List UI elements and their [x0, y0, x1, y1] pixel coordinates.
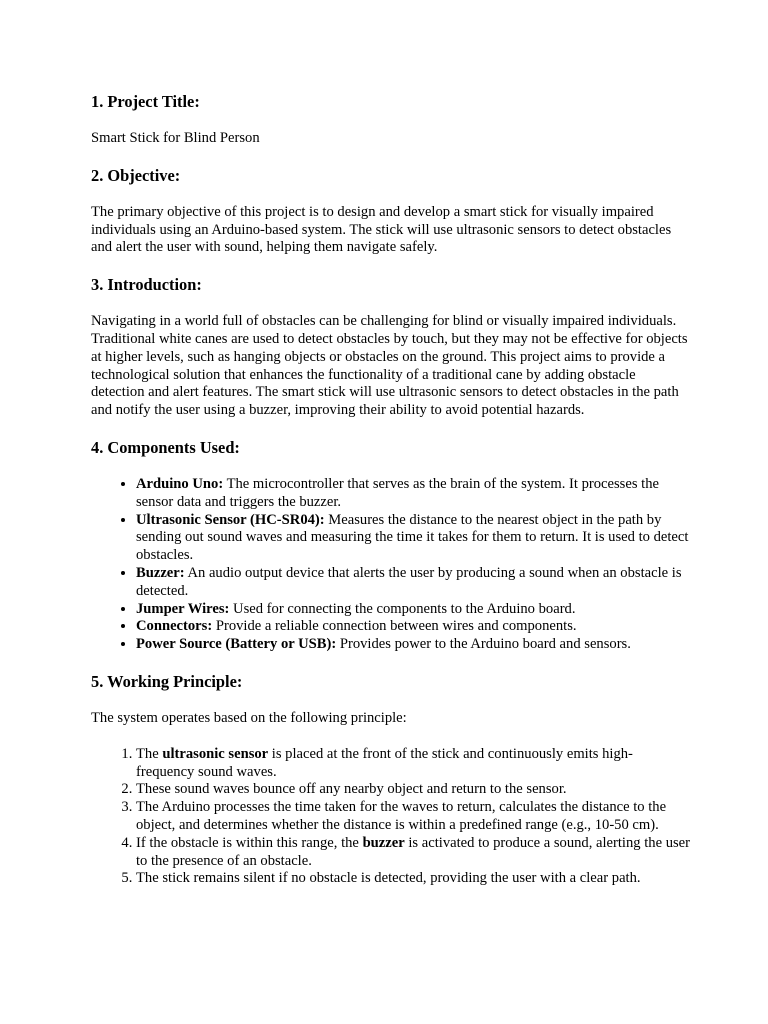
step-text: The stick remains silent if no obstacle is detected, providing the user with a clear path. — [136, 870, 641, 887]
document-body — [91, 92, 691, 888]
step-bold: buzzer — [362, 834, 405, 851]
component-name: Ultrasonic Sensor (HC-SR04): — [136, 511, 325, 528]
component-desc: The microcontroller that serves as the brain of the system. It processes the sensor data and triggers the buzzer. — [136, 475, 659, 510]
heading-introduction: 3. Introduction: — [91, 275, 202, 295]
component-desc: Measures the distance to the nearest object in the path by sending out sound waves and measuring the time it takes for them to return. It is used to detect obstacles. — [136, 511, 689, 564]
list-item — [136, 565, 691, 601]
heading-working-principle: 5. Working Principle: — [91, 671, 243, 691]
working-intro-text: The system operates based on the following principle: — [91, 709, 407, 726]
component-desc: Provides power to the Arduino board and sensors. — [336, 636, 631, 653]
list-item — [136, 601, 691, 619]
component-name: Power Source (Battery or USB): — [136, 636, 337, 653]
component-name: Arduino Uno: — [136, 475, 224, 492]
component-name: Jumper Wires: — [136, 600, 230, 617]
list-item — [136, 870, 691, 888]
step-text: is placed at the front of the stick and continuously emits high-frequency sound waves. — [136, 745, 633, 780]
component-desc: An audio output device that alerts the user by producing a sound when an obstacle is detected. — [136, 564, 682, 599]
list-item — [136, 799, 691, 835]
list-item — [136, 512, 691, 565]
working-steps-list — [91, 746, 691, 888]
list-item — [136, 835, 691, 871]
step-text: is activated to produce a sound, alerting the user to the presence of an obstacle. — [136, 834, 691, 869]
introduction-text: Navigating in a world full of obstacles can be challenging for blind or visually impaired individuals. Traditional white canes are used to detect obstacles by touch, but they may not be effective for objects at higher levels, such as hanging objects or obstacles on the ground. This project aims to provide a technological solution that enhances the functionality of a traditional cane by adding obstacle detection and alert features. The smart stick will use ultrasonic sensors to detect obstacles in the path and notify the user using a buzzer, improving their ability to avoid potential hazards. — [91, 313, 688, 419]
list-item — [136, 781, 691, 799]
component-desc: Used for connecting the components to the Arduino board. — [229, 600, 576, 617]
step-bold: ultrasonic sensor — [162, 745, 269, 762]
component-desc: Provide a reliable connection between wires and components. — [212, 618, 577, 635]
heading-project-title: 1. Project Title: — [91, 92, 200, 111]
heading-components: 4. Components Used: — [91, 437, 240, 457]
heading-objective: 2. Objective: — [91, 165, 181, 185]
objective-text: The primary objective of this project is to design and develop a smart stick for visually impaired individuals using an Arduino-based system. The stick will use ultrasonic sensors to detect obstacles and alert the user with sound, helping them navigate safely. — [91, 203, 672, 256]
list-item — [136, 746, 691, 782]
component-name: Connectors: — [136, 618, 213, 635]
list-item — [136, 636, 691, 654]
list-item — [136, 618, 691, 636]
step-text: If the obstacle is within this range, the — [136, 834, 363, 851]
step-text: These sound waves bounce off any nearby object and return to the sensor. — [136, 781, 567, 798]
list-item — [136, 476, 691, 512]
components-list — [91, 476, 691, 654]
component-name: Buzzer: — [136, 564, 185, 581]
project-title-text: Smart Stick for Blind Person — [91, 130, 260, 146]
step-text: The — [136, 745, 163, 762]
step-text: The Arduino processes the time taken for the waves to return, calculates the distance to the object, and determines whether the distance is within a predefined range (e.g., 10-50 cm). — [136, 799, 667, 833]
